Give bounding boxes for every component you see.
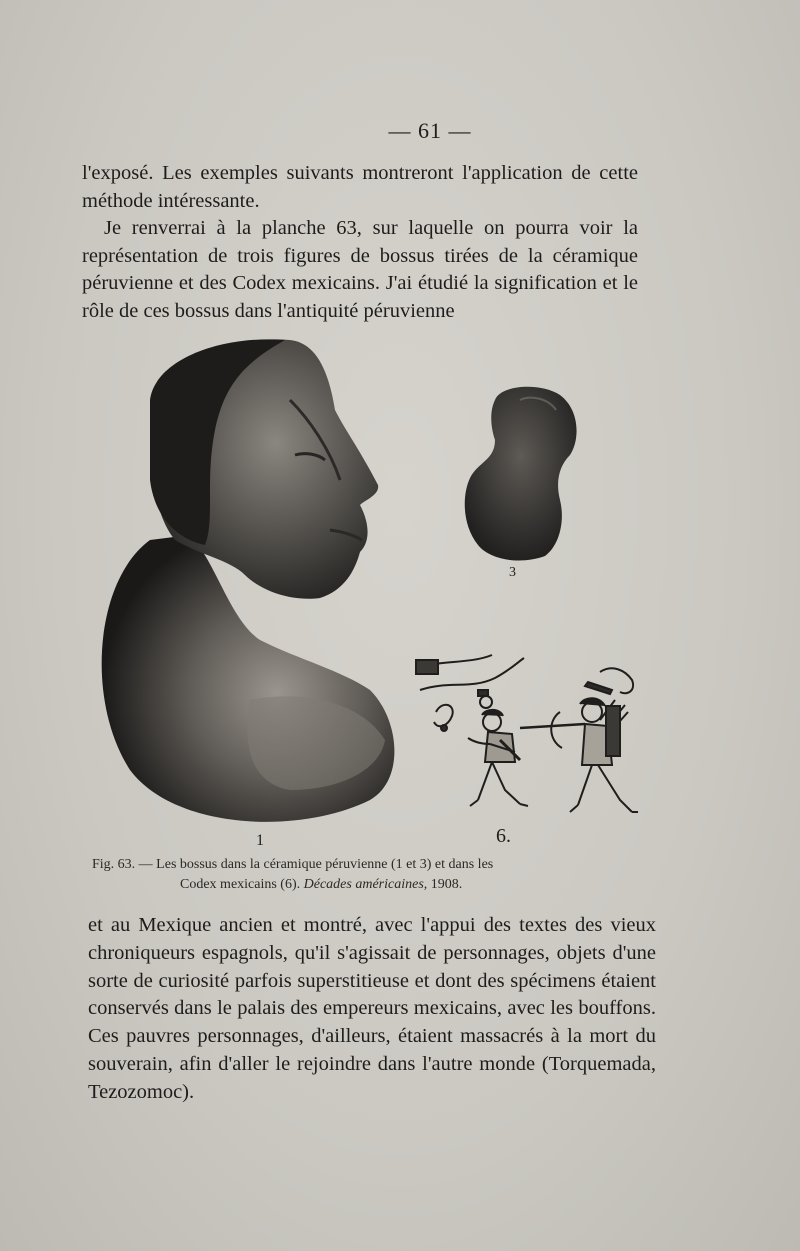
ceramic-hunchback-small — [465, 387, 577, 561]
figure-label-1: 1 — [256, 832, 264, 849]
bottom-text-block — [88, 912, 656, 1107]
figure-caption — [92, 855, 652, 895]
figure-label-3: 3 — [509, 565, 516, 580]
paragraph-2: Je renverrai à la planche 63, sur laquelle on pourra voir la représentation de trois figures de bossus tirées de la céramique péruvienne et des Codex mexicains. J'ai étudié la signification et le rôle de ces bossus dans l'antiquité péruvienne — [82, 217, 638, 322]
top-text-block — [82, 160, 638, 325]
codex-drawing — [416, 655, 638, 812]
caption-line-1: Fig. 63. — Les bossus dans la céramique péruvienne (1 et 3) et dans les — [92, 857, 494, 872]
page-number: — 61 — — [388, 118, 472, 143]
caption-source-title: Décades américaines — [303, 877, 424, 892]
paragraph-1: l'exposé. Les exemples suivants montreront l'application de cette méthode intéressante. — [82, 162, 638, 212]
caption-year: , 1908. — [423, 877, 463, 892]
ceramic-hunchback-large — [102, 339, 395, 821]
figure-label-6: 6. — [496, 825, 511, 847]
caption-codex: Codex mexicains (6). — [180, 877, 301, 892]
caption-line-2 — [92, 875, 652, 895]
paragraph-3: et au Mexique ancien et montré, avec l'appui des textes des vieux chroniqueurs espagnols, qu'il s'agissait de personnages, objets d'une sorte de curiosité parfois superstitieuse et dont des spécimens étaient conservés dans le palais des empereurs mexicains, avec les bouffons. Ces pauvres personnages, d'ailleurs, étaient massacrés à la mort du souverain, afin d'aller le rejoindre dans l'autre monde (Torquemada, Tezozomoc). — [88, 914, 656, 1103]
